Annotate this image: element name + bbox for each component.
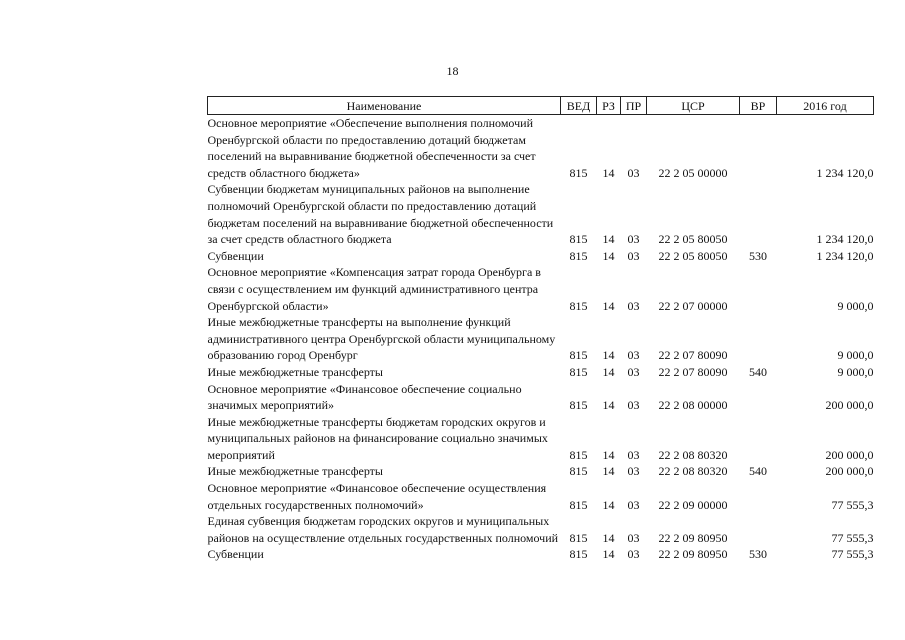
row-ved: 815 <box>569 348 588 363</box>
table-row <box>208 381 874 414</box>
row-vr <box>740 480 777 513</box>
budget-table <box>207 96 874 563</box>
row-csr: 22 2 07 00000 <box>658 298 728 313</box>
row-ved: 815 <box>569 165 588 180</box>
row-ved: 815 <box>569 232 588 247</box>
table-row <box>208 513 874 546</box>
row-ved: 815 <box>569 398 588 413</box>
header-ved: ВЕД <box>561 97 597 115</box>
row-sum: 1 234 120,0 <box>816 165 874 180</box>
row-vr: 530 <box>749 547 767 562</box>
table-row <box>208 314 874 364</box>
header-csr: ЦСР <box>647 97 740 115</box>
row-ved: 815 <box>569 530 588 545</box>
row-pr: 03 <box>627 232 640 247</box>
row-name: Единая субвенция бюджетам городских округов и муниципальных районов на осуществление отдельных государственных полномочий <box>207 514 559 545</box>
row-sum: 9 000,0 <box>837 298 874 313</box>
row-sum: 9 000,0 <box>837 364 874 379</box>
table-row <box>208 248 874 265</box>
row-pr: 03 <box>627 364 640 379</box>
row-csr: 22 2 05 00000 <box>658 165 728 180</box>
row-vr: 540 <box>749 364 767 379</box>
row-sum: 200 000,0 <box>825 398 874 413</box>
row-vr <box>740 513 777 546</box>
row-pr: 03 <box>627 447 640 462</box>
row-pr: 03 <box>627 165 640 180</box>
row-ved: 815 <box>569 447 588 462</box>
row-pr: 03 <box>627 497 640 512</box>
row-csr: 22 2 09 80950 <box>658 547 728 562</box>
row-vr <box>740 314 777 364</box>
row-sum: 77 555,3 <box>831 530 874 545</box>
header-vr: ВР <box>740 97 777 115</box>
row-rz: 14 <box>602 497 615 512</box>
row-vr <box>740 115 777 182</box>
row-name: Иные межбюджетные трансферты <box>207 464 383 479</box>
row-vr <box>740 264 777 314</box>
row-rz: 14 <box>602 232 615 247</box>
row-sum: 9 000,0 <box>837 348 874 363</box>
table-row <box>208 414 874 464</box>
row-ved: 815 <box>569 298 588 313</box>
row-sum: 77 555,3 <box>831 547 874 562</box>
table-header-row <box>208 97 874 115</box>
row-csr: 22 2 08 00000 <box>658 398 728 413</box>
row-csr: 22 2 07 80090 <box>658 348 728 363</box>
header-rz: РЗ <box>597 97 621 115</box>
row-name: Иные межбюджетные трансферты бюджетам городских округов и муниципальных районов на финансирование социально значимых мероприятий <box>207 414 548 462</box>
row-ved: 815 <box>569 547 588 562</box>
row-ved: 815 <box>569 464 588 479</box>
row-ved: 815 <box>569 497 588 512</box>
row-name: Субвенции <box>207 248 264 263</box>
row-vr: 540 <box>749 464 767 479</box>
header-year: 2016 год <box>777 97 874 115</box>
row-rz: 14 <box>602 165 615 180</box>
row-ved: 815 <box>569 248 588 263</box>
row-csr: 22 2 08 80320 <box>658 464 728 479</box>
row-name: Основное мероприятие «Обеспечение выполнения полномочий Оренбургской области по предоставлению дотаций бюджетам поселений на выравнивание бюджетной обеспеченности за счет средств областного бюджета» <box>207 116 536 180</box>
header-pr: ПР <box>621 97 647 115</box>
row-pr: 03 <box>627 248 640 263</box>
row-csr: 22 2 09 00000 <box>658 497 728 512</box>
header-name: Наименование <box>208 97 561 115</box>
page-number: 18 <box>446 64 459 78</box>
table-row <box>208 115 874 182</box>
row-rz: 14 <box>602 464 615 479</box>
row-ved: 815 <box>569 364 588 379</box>
row-pr: 03 <box>627 547 640 562</box>
row-name: Основное мероприятие «Финансовое обеспечение осуществления отдельных государственных полномочий» <box>207 481 547 512</box>
row-pr: 03 <box>627 398 640 413</box>
row-sum: 1 234 120,0 <box>816 232 874 247</box>
row-vr <box>740 381 777 414</box>
row-sum: 1 234 120,0 <box>816 248 874 263</box>
table-body <box>208 115 874 564</box>
row-name: Иные межбюджетные трансферты на выполнение функций административного центра Оренбургской области муниципальному образованию город Оренбург <box>207 315 556 363</box>
row-pr: 03 <box>627 530 640 545</box>
row-name: Иные межбюджетные трансферты <box>207 364 383 379</box>
row-csr: 22 2 05 80050 <box>658 248 728 263</box>
row-vr <box>740 181 777 247</box>
row-rz: 14 <box>602 398 615 413</box>
table-row <box>208 264 874 314</box>
row-pr: 03 <box>627 348 640 363</box>
row-rz: 14 <box>602 530 615 545</box>
row-sum: 200 000,0 <box>825 464 874 479</box>
row-name: Основное мероприятие «Компенсация затрат города Оренбурга в связи с осуществлением им функций административного центра Оренбургской области» <box>207 265 541 313</box>
row-sum: 200 000,0 <box>825 447 874 462</box>
table-row <box>208 463 874 480</box>
row-csr: 22 2 09 80950 <box>658 530 728 545</box>
row-rz: 14 <box>602 298 615 313</box>
row-rz: 14 <box>602 447 615 462</box>
row-csr: 22 2 08 80320 <box>658 447 728 462</box>
row-name: Субвенции бюджетам муниципальных районов на выполнение полномочий Оренбургской области по предоставлению дотаций бюджетам поселений на выравнивание бюджетной обеспеченности за счет средств областного бюджета <box>207 182 554 247</box>
row-pr: 03 <box>627 464 640 479</box>
row-rz: 14 <box>602 547 615 562</box>
row-name: Субвенции <box>207 547 264 562</box>
table-row <box>208 181 874 247</box>
row-name: Основное мероприятие «Финансовое обеспечение социально значимых мероприятий» <box>207 381 522 413</box>
row-csr: 22 2 07 80090 <box>658 364 728 379</box>
row-pr: 03 <box>627 298 640 313</box>
row-rz: 14 <box>602 364 615 379</box>
row-rz: 14 <box>602 348 615 363</box>
row-vr <box>740 414 777 464</box>
row-rz: 14 <box>602 248 615 263</box>
table-row <box>208 364 874 381</box>
row-csr: 22 2 05 80050 <box>658 232 728 247</box>
row-vr: 530 <box>749 248 767 263</box>
row-sum: 77 555,3 <box>831 497 874 512</box>
table-row <box>208 546 874 563</box>
table-row <box>208 480 874 513</box>
